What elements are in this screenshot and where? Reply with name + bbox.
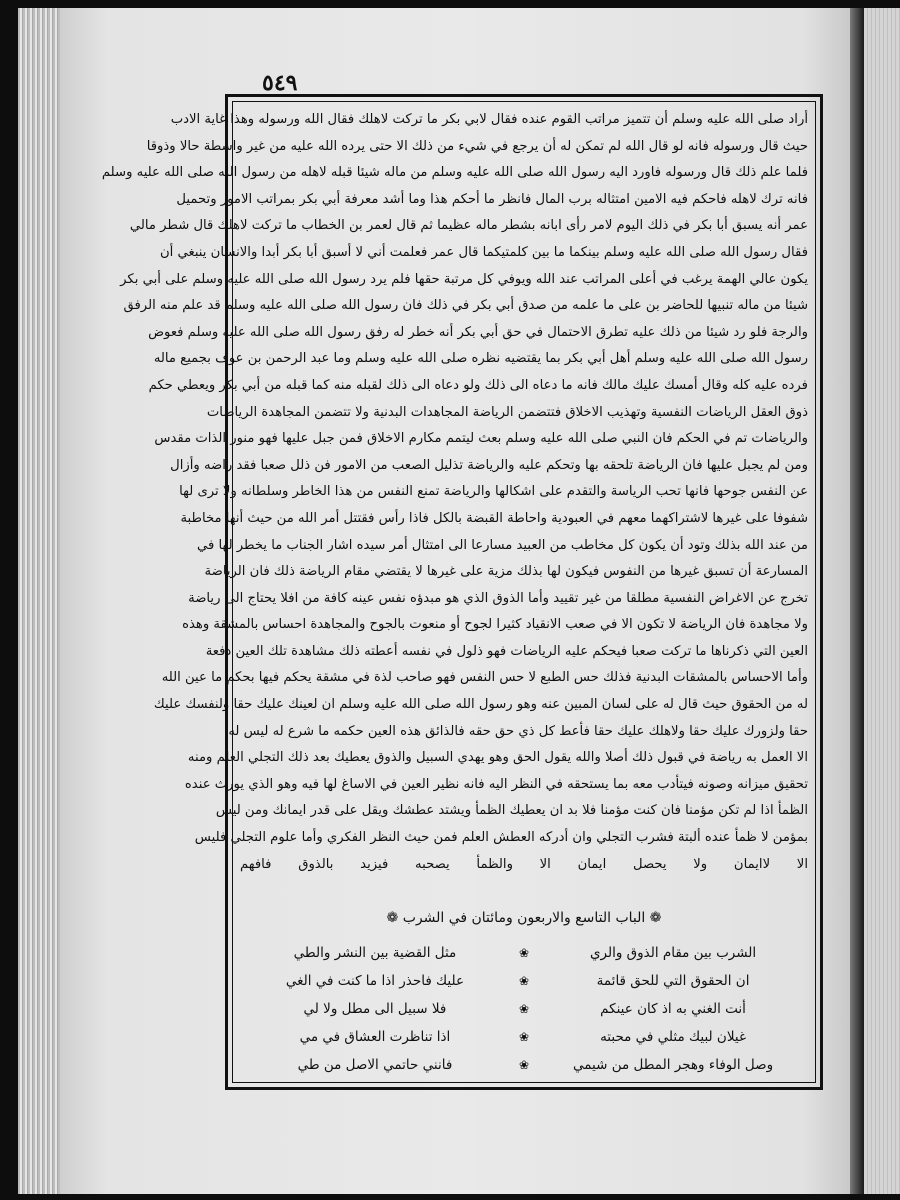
body-text xyxy=(101,107,808,878)
text-line: فرده عليه كله وقال أمسك عليك مالك فانه ما دعاه الى ذلك ولو دعاه الى ذلك لقبله منه كما قبله من أبي بكر ويعطي حكم xyxy=(148,377,808,393)
text-line: تخرج عن الاغراض النفسية مطلقا من غير تقييد وأما الذوق الذي هو مبدؤه نفس عينه كافة من افلا يحتاج الى رياضة xyxy=(188,590,808,606)
text-line: الظمأ اذا لم تكن مؤمنا فان كنت مؤمنا فلا بد ان يعطيك الظمأ ويشتد عطشك ويقل على قدر ايمانك ومن ليس xyxy=(215,803,808,819)
verse-first-hemistich: غيلان لبيك مثلي في محبته xyxy=(600,1029,747,1045)
text-line: فقال رسول الله صلى الله عليه وسلم بينكما ما بين كلمتيكما قال عمر فعلمت أني لا أسبق أبا بكر أبدا والانسان ينبغي أن xyxy=(159,244,808,260)
poem-verse xyxy=(248,939,800,967)
text-line: المسارعة أن تسبق غيرها من النفوس فيكون لها بذلك مزية على غيرها لا يقتضي مقام الرياضة ذلك فان الرياضة xyxy=(204,564,808,580)
poem xyxy=(248,939,800,1079)
book-gutter xyxy=(850,8,864,1194)
verse-separator-icon: ❀ xyxy=(518,1030,530,1044)
verse-second-hemistich: فانني حاتمي الاصل من طي xyxy=(297,1057,453,1073)
verse-separator-icon: ❀ xyxy=(518,1058,530,1072)
verse-first-hemistich: وصل الوفاء وهجر المطل من شيمي xyxy=(572,1057,774,1073)
verse-separator-icon: ❀ xyxy=(518,946,530,960)
text-line: يكون عالي الهمة يرغب في أعلى المراتب عند الله ويوفي كل مرتبة حقها فلم يرد رسول الله صلى الله عليه وسلم على أبي بكر xyxy=(120,271,808,287)
text-line: شفوفا على غيرها لاشتراكهما معهم في العبودية واحاطة القبضة بالكل فاذا رأس فقتتل أمر الله من حيث أنها مخاطبة xyxy=(180,510,808,526)
ornament-icon: ❁ xyxy=(645,910,662,926)
text-line: والرياضات تم في الحكم فان النبي صلى الله عليه وسلم بعث ليتمم مكارم الاخلاق فمن جبل عليها فهو منور الذات مقدس xyxy=(154,431,808,447)
page-number: ٥٤٩ xyxy=(262,70,298,96)
verse-second-hemistich: فلا سبيل الى مطل ولا لي xyxy=(303,1001,447,1017)
verse-first-hemistich: الشرب بين مقام الذوق والري xyxy=(589,945,757,961)
verse-second-hemistich: عليك فاحذر اذا ما كنت في الغي xyxy=(285,973,465,989)
poem-verse xyxy=(248,967,800,995)
poem-verse xyxy=(248,1051,800,1079)
text-line: عن النفس جوحها فانها تحب الرياسة والتقدم على اشكالها والرياضة تمنع النفس من هذا الخاطر وسلطانه ولا ترى لها xyxy=(179,484,808,500)
text-line: ولا مجاهدة فان الرياضة لا تكون الا في صعب الانقياد كثيرا لجوح أو منعوت بالجوح والمجاهدة احساس بالمشقة وهذه xyxy=(182,617,808,633)
text-line: رسول الله صلى الله عليه وسلم أهل أبي بكر بما يقتضيه نظره صلى الله عليه وسلم وما عبد الرحمن بن عوف بجميع ماله xyxy=(153,351,808,367)
verse-separator-icon: ❀ xyxy=(518,1002,530,1016)
text-line: فانه ترك لاهله فاحكم فيه الامين امتثاله برب المال فانظر ما أحكم هذا وما أشد معرفة أبي بكر بمراتب الامور وتحميل xyxy=(176,191,808,207)
verse-first-hemistich: أنت الغني به اذ كان عينكم xyxy=(600,1001,746,1017)
text-line: أراد صلى الله عليه وسلم أن تتميز مراتب القوم عنده فقال لابي بكر ما تركت لاهلك فقال الله ورسوله وهذا غاية الادب xyxy=(170,112,808,127)
text-line: تحقيق ميزانه وصونه فيتأدب معه بما يستحقه في النظر اليه فانه نظير العين في الاساغ لها فيه وهو الذي يورث عنده xyxy=(184,776,808,792)
text-line: فلما علم ذلك قال ورسوله فاورد اليه رسول الله صلى الله عليه وسلم من ماله شيئا قبله لاهله من رسول الله صلى الله عليه وسلم xyxy=(101,165,808,181)
text-line: ذوق العقل الرياضات النفسية وتهذيب الاخلاق فتتضمن الرياضة المجاهدات البدنية ولا تتضمن المجاهدة الرياضات xyxy=(206,404,808,420)
text-line: وأما الاحساس بالمشقات البدنية فذلك حس الطبع لا حس النفس فهو صاحب لذة في مشقة يحكم فيها بحكم ما عين الله xyxy=(161,670,808,686)
text-line: والرجة فلو رد شيئا من ذلك عليه تطرق الاحتمال في حق أبي بكر أنه خطر له رفق رسول الله صلى الله عليه وسلم فعوض xyxy=(148,324,808,340)
verse-second-hemistich: مثل القضية بين النشر والطي xyxy=(293,945,457,961)
text-frame xyxy=(101,94,823,1090)
text-line: الا لاايمان ولا يحصل ايمان الا والظمأ يصحبه فيزيد بالذوق فافهم xyxy=(240,856,808,872)
chapter-heading xyxy=(228,910,820,926)
text-line: من عند الله بذلك وتود أن يكون كل مخاطب من العبيد مسارعا الى امتثال أمر سيده اشار الجناب ما يخطر لها في xyxy=(196,537,808,553)
verse-separator-icon: ❀ xyxy=(518,974,530,988)
poem-verse xyxy=(248,995,800,1023)
facing-page-edge xyxy=(864,8,900,1194)
text-line: حيث قال ورسوله فانه لو قال الله لم تمكن له أن يرجع في شيء من ذلك الا حتى يرده الله عليه من غير واسطة حالا وذوقا xyxy=(146,138,808,154)
poem-verse xyxy=(248,1023,800,1051)
text-line: شيئا من ماله تنبيها للحاضر بن على ما علمه من صدق أبي بكر في ذلك فان رسول الله صلى الله عليه وسلم قد علم منه الرفق xyxy=(123,298,808,314)
text-line: ومن لم يجبل عليها فان الرياضة تلحقه بها وتحكم عليه والرياضة تذليل الصعب من الامور فن ذلل صعبا فقد راضه وأزال xyxy=(170,457,808,473)
text-line: عمر أنه يسبق أبا بكر في ذلك اليوم لامر رأى ابانه بشطر ماله عظيما ثم قال لعمر بن الخطاب ما تركت لاهلك قال شطر مالي xyxy=(129,218,808,234)
chapter-heading-text: الباب التاسع والاربعون ومائتان في الشرب xyxy=(402,910,646,926)
text-line: بمؤمن لا ظمأ عنده ألبتة فشرب التجلي وان أدركه العطش العلم فمن حيث النظر الفكري وأما علوم التجلي فليس xyxy=(194,830,808,846)
text-line: له من الحقوق حيث قال له على لسان المبين عنه وهو رسول الله صلى الله عليه وسلم ان لعينك عليك حقا ولنفسك عليك xyxy=(153,697,808,713)
verse-second-hemistich: اذا تناظرت العشاق في مي xyxy=(299,1029,451,1045)
page-edges-left xyxy=(18,8,60,1194)
text-line: الا العمل به رياضة في قبول ذلك أصلا والله يقول الحق وهو يهدي السبيل والذوق يعطيك بعد ذلك التجلي العلم ومنه xyxy=(187,750,808,766)
text-line: العين التي ذكرناها ما تركت صعبا فيحكم عليه الرياضات فهو ذلول في نفسه أعطته ذلك مشاهدة تلك العين دفعة xyxy=(205,643,808,659)
text-line: حقا ولزورك عليك حقا ولاهلك عليك حقا فأعط كل ذي حق حقه فالذائق هذه العين حكمه ما شرع له ليس له xyxy=(228,723,808,739)
ornament-icon: ❁ xyxy=(386,910,403,926)
verse-first-hemistich: ان الحقوق التي للحق قائمة xyxy=(596,973,750,989)
